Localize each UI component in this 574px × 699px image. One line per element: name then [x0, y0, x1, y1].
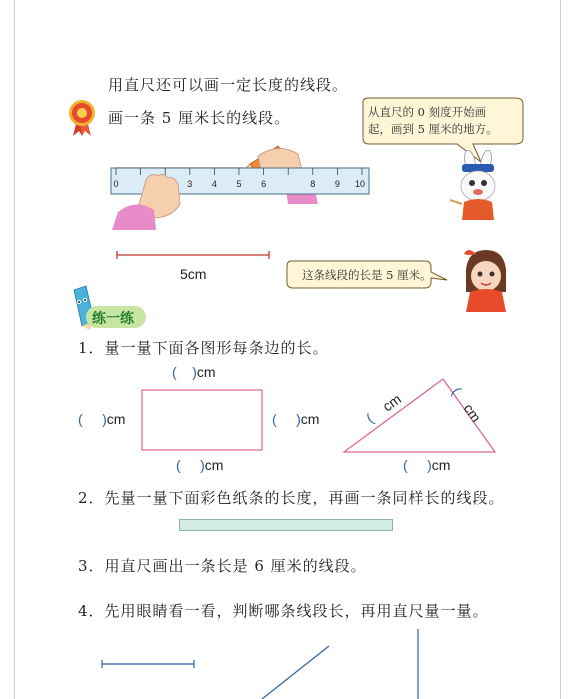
tri-bottom-label: ( )cm — [403, 457, 451, 473]
ruler-label-0: 0 — [113, 179, 119, 189]
red-segment-5cm — [114, 250, 274, 262]
tri-left-label: ( cm — [363, 390, 405, 427]
rect-right-label: ( )cm — [272, 411, 320, 427]
intro-line-2: 画一条 5 厘米长的线段。 — [108, 109, 291, 127]
ruler-label-4: 4 — [211, 179, 217, 189]
q4-line-segments — [96, 626, 436, 699]
rect-bottom-label: ( )cm — [176, 457, 224, 473]
rabbit-character-icon — [448, 150, 508, 225]
bubble-1-line-1: 从直尺的 0 刻度开始画 — [368, 105, 487, 119]
ruler-label-5: 5 — [236, 179, 242, 189]
ruler-illustration — [108, 134, 372, 230]
rosette-icon — [66, 98, 98, 138]
practice-title: 练一练 — [92, 311, 134, 327]
question-3-text: 3．用直尺画出一条长是 6 厘米的线段。 — [78, 557, 367, 575]
ruler-label-9: 9 — [334, 179, 340, 189]
ruler-label-8: 8 — [310, 179, 316, 189]
page-border-left — [14, 0, 15, 699]
page-border-right — [560, 0, 561, 699]
bubble-1-line-2: 起，画到 5 厘米的地方。 — [368, 122, 498, 136]
ruler-label-3: 3 — [187, 179, 193, 189]
question-4-text: 4．先用眼睛看一看，判断哪条线段长，再用直尺量一量。 — [78, 602, 489, 620]
segment-label: 5cm — [180, 266, 207, 282]
segment-horizontal — [102, 660, 194, 668]
rect-left-label: ( )cm — [78, 411, 126, 427]
ruler-label-6: 6 — [261, 179, 267, 189]
segment-diagonal — [262, 646, 329, 699]
colored-paper-strip — [179, 519, 393, 531]
intro-line-1: 用直尺还可以画一定长度的线段。 — [108, 76, 349, 94]
question-1-text: 1．量一量下面各图形每条边的长。 — [78, 339, 329, 357]
shape-rectangle — [138, 386, 268, 454]
girl-character-icon — [458, 246, 514, 312]
bubble-2-text: 这条线段的长是 5 厘米。 — [302, 268, 432, 282]
ruler-label-10: 10 — [354, 179, 366, 189]
rect-top-label: ( )cm — [172, 364, 216, 380]
tri-right-label: ( cm — [448, 384, 485, 426]
question-2-text: 2．先量一量下面彩色纸条的长度，再画一条同样长的线段。 — [78, 489, 505, 507]
